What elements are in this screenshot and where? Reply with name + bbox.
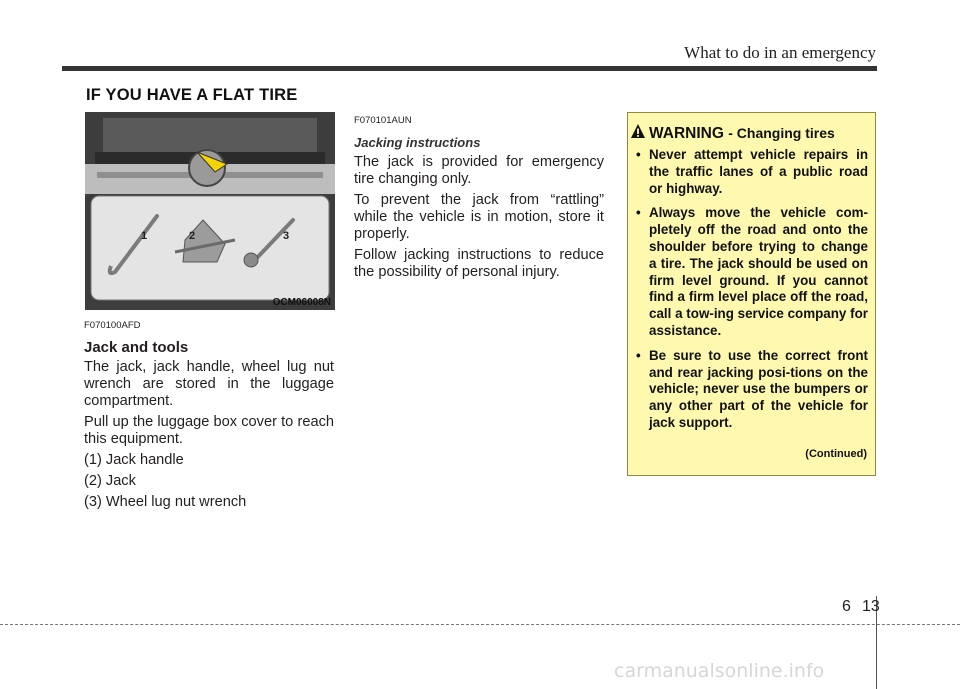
mid-paragraph-1: The jack is provided for emergency tire changing only. [354, 154, 604, 187]
section-number: 6 [842, 598, 851, 615]
mid-code: F070101AUN [354, 115, 412, 126]
left-paragraph-1: The jack, jack handle, wheel lug nut wrench are stored in the luggage compartment. [84, 359, 334, 409]
header-title: What to do in an emergency [684, 43, 876, 62]
warning-list [636, 147, 868, 440]
tools-figure [85, 112, 335, 310]
left-paragraph-2: Pull up the luggage box cover to reach this equipment. [84, 414, 334, 447]
list-item: • Be sure to use the correct front and rear jacking posi-tions on the vehicle; never use the bumpers or any other part of the vehicle for jack support. [636, 347, 868, 430]
left-column [84, 317, 334, 515]
page-index: 13 [862, 598, 880, 615]
mid-paragraph-3: Follow jacking instructions to reduce the possibility of personal injury. [354, 247, 604, 280]
warning-bullet-text: Always move the vehicle com-pletely off the road and onto the shoulder before trying to change a tire. The jack should be used on firm level ground. If you cannot find a firm level place off the road, call a tow-ing service company for assistance. [649, 205, 868, 338]
section-title: IF YOU HAVE A FLAT TIRE [86, 86, 298, 104]
list-item: (3) Wheel lug nut wrench [84, 494, 247, 510]
continued-label: (Continued) [805, 448, 867, 460]
footer-rule [0, 624, 960, 625]
list-item: (2) Jack [84, 473, 136, 489]
list-item: (1) Jack handle [84, 452, 184, 468]
warning-bullet-text: Be sure to use the correct front and rear jacking posi-tions on the vehicle; never use the bumpers or any other part of the vehicle for jack support. [649, 347, 868, 430]
header-rule [62, 66, 877, 71]
middle-column [354, 112, 604, 285]
warning-heading [649, 125, 835, 143]
list-item: • Never attempt vehicle repairs in the traffic lanes of a public road or highway. [636, 147, 868, 196]
left-heading: Jack and tools [84, 339, 189, 356]
callout-2: 2 [189, 230, 196, 242]
callout-3: 3 [283, 230, 290, 242]
warning-subtitle: - Changing tires [728, 125, 835, 141]
figure-label: OCM06008N [272, 297, 331, 308]
mid-paragraph-2: To prevent the jack from “rattling” while the vehicle is in motion, store it properly. [354, 192, 604, 242]
watermark: carmanualsonline.info [614, 660, 825, 682]
left-code: F070100AFD [84, 320, 141, 331]
mid-heading: Jacking instructions [354, 135, 481, 150]
tools-illustration [85, 112, 335, 310]
warning-title: WARNING [649, 125, 724, 142]
list-item: • Always move the vehicle com-pletely off the road and onto the shoulder before trying to change a tire. The jack should be used on firm level ground. If you cannot find a firm level place off the road, call a tow-ing service company for assistance. [636, 205, 868, 338]
warning-triangle-icon [630, 123, 646, 139]
warning-box [627, 112, 876, 476]
callout-1: 1 [141, 230, 148, 242]
warning-bullet-text: Never attempt vehicle repairs in the traffic lanes of a public road or highway. [649, 147, 868, 196]
